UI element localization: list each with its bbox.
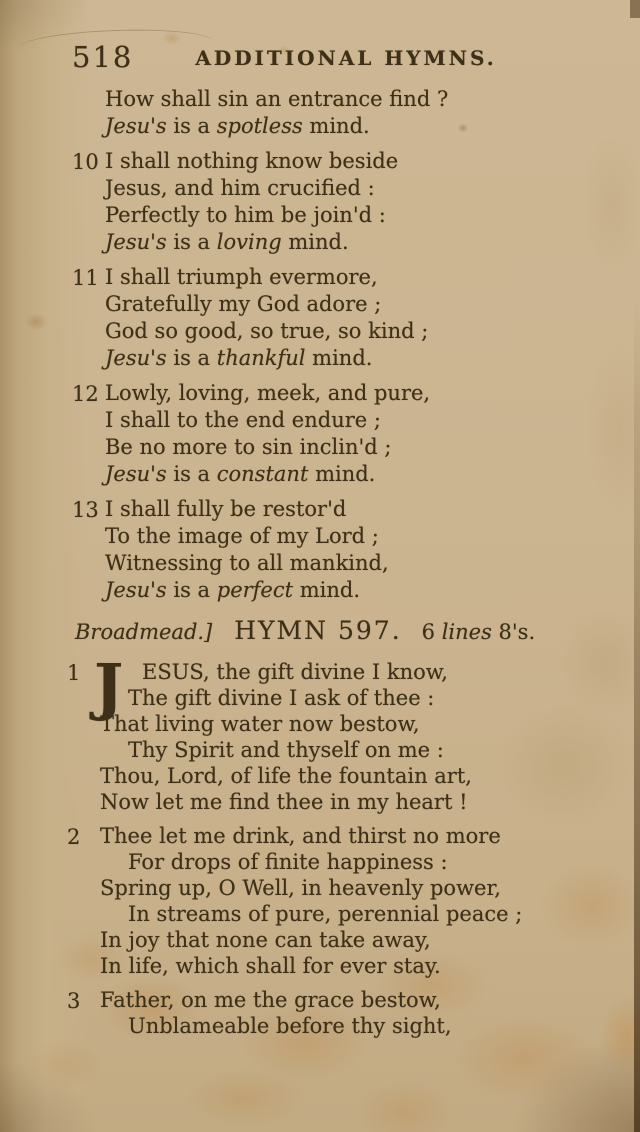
- stanza: [72, 380, 640, 488]
- verse-number: 11: [72, 266, 99, 290]
- verse-line: Jesu's is a loving mind.: [105, 230, 349, 254]
- stanza: [72, 148, 640, 256]
- verse-line: Jesu's is a spotless mind.: [105, 114, 370, 138]
- verse-line: Perfectly to him be join'd :: [105, 203, 386, 227]
- verse-line: In streams of pure, perennial peace ;: [128, 902, 523, 926]
- verse-number: 1: [67, 661, 81, 685]
- verse-line: Jesu's is a thankful mind.: [105, 346, 373, 370]
- verse-line: To the image of my Lord ;: [105, 524, 379, 548]
- page-edge-shadow: [634, 300, 640, 1132]
- verse-line: Jesu's is a constant mind.: [105, 462, 376, 486]
- verse-line: I shall triumph evermore,: [105, 265, 378, 289]
- page-corner-shadow: [630, 0, 640, 18]
- verse-line: Thou, Lord, of life the fountain art,: [100, 764, 472, 788]
- verse-line: Thee let me drink, and thirst no more: [100, 824, 501, 848]
- verse-number: 13: [72, 498, 99, 522]
- verse-line: I shall to the end endure ;: [105, 408, 381, 432]
- verse-line: Gratefully my God adore ;: [105, 292, 382, 316]
- verse-line: Thy Spirit and thyself on me :: [128, 738, 444, 762]
- stanza: [105, 86, 640, 140]
- hymn-heading: [75, 616, 640, 645]
- verse-number: 2: [67, 825, 81, 849]
- hymn-stanzas: [0, 650, 640, 1039]
- text-column: [0, 86, 640, 1047]
- verse-line: God so good, so true, so kind ;: [105, 319, 429, 343]
- verse-line: How shall sin an entrance find ?: [105, 87, 449, 111]
- continued-hymn-stanzas: [0, 86, 640, 604]
- verse-line: Jesu's is a perfect mind.: [105, 578, 361, 602]
- verse-number: 3: [67, 989, 81, 1013]
- verse-line: Witnessing to all mankind,: [105, 551, 389, 575]
- stanza: [67, 650, 640, 815]
- verse-line: Spring up, O Well, in heavenly power,: [100, 876, 501, 900]
- verse-line: For drops of finite happiness :: [128, 850, 448, 874]
- drop-cap: J: [94, 650, 124, 723]
- verse-line: Jesus, and him crucified :: [105, 176, 375, 200]
- verse-line: In joy that none can take away,: [100, 928, 431, 952]
- hymn-meter: 6 lines 8's.: [421, 620, 536, 644]
- verse-line: The gift divine I ask of thee :: [128, 686, 435, 710]
- verse-line: Father, on me the grace bestow,: [100, 988, 441, 1012]
- verse-line: Be no more to sin inclin'd ;: [105, 435, 392, 459]
- verse-line: Unblameable before thy sight,: [128, 1014, 452, 1038]
- stanza: [72, 496, 640, 604]
- verse-number: 12: [72, 382, 99, 406]
- verse-line: In life, which shall for ever stay.: [100, 954, 441, 978]
- verse-line: Lowly, loving, meek, and pure,: [105, 381, 431, 405]
- verse-line: That living water now bestow,: [100, 712, 420, 736]
- running-header: ADDITIONAL HYMNS.: [195, 46, 497, 70]
- stanza: [72, 264, 640, 372]
- verse-line: I shall fully be restor'd: [105, 497, 347, 521]
- stanza: [67, 987, 640, 1039]
- stanza: [67, 823, 640, 979]
- verse-line: ESUS, the gift divine I know,: [142, 660, 448, 684]
- page-header: [0, 40, 640, 74]
- hymn-title: HYMN 597.: [234, 616, 402, 645]
- page-number: 518: [72, 40, 134, 74]
- verse-line: I shall nothing know beside: [105, 149, 399, 173]
- verse-number: 10: [72, 150, 99, 174]
- verse-line: Now let me find thee in my heart !: [100, 790, 468, 814]
- tune-name: Broadmead.]: [75, 620, 213, 644]
